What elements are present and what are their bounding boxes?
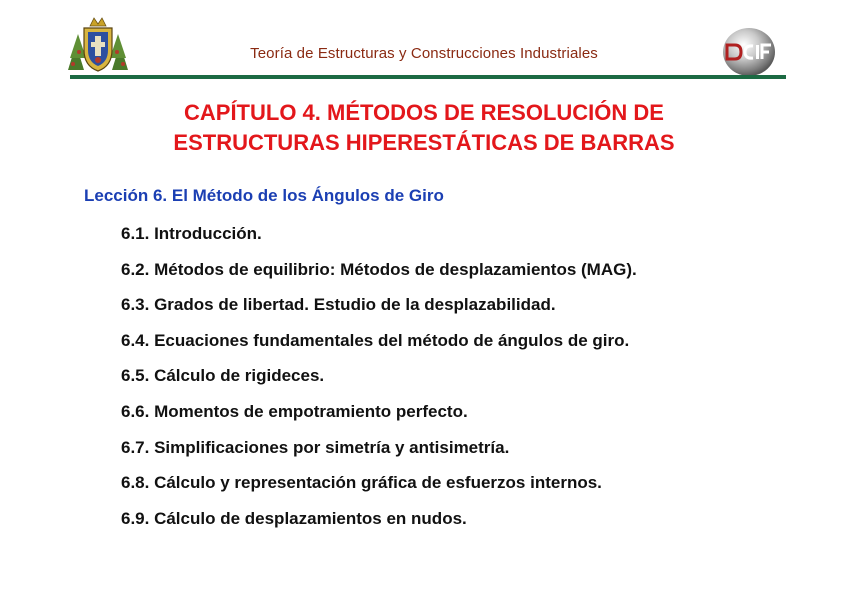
chapter-title: [0, 98, 848, 158]
topic-item: 6.6. Momentos de empotramiento perfecto.: [121, 401, 468, 421]
topic-item: 6.2. Métodos de equilibrio: Métodos de desplazamientos (MAG).: [121, 259, 637, 279]
university-crest-icon: [64, 14, 132, 74]
slide-header: [0, 0, 848, 80]
chapter-title-line-1: CAPÍTULO 4. MÉTODOS DE RESOLUCIÓN DE: [184, 100, 664, 125]
topic-item: 6.5. Cálculo de rigideces.: [121, 366, 325, 386]
topic-item: 6.9. Cálculo de desplazamientos en nudos.: [121, 508, 467, 528]
chapter-title-line-2: ESTRUCTURAS HIPERESTÁTICAS DE BARRAS: [173, 130, 675, 155]
topic-item: 6.8. Cálculo y representación gráfica de esfuerzos internos.: [121, 473, 602, 493]
topic-item: 6.4. Ecuaciones fundamentales del método de ángulos de giro.: [121, 330, 630, 350]
topic-item: 6.3. Grados de libertad. Estudio de la desplazabilidad.: [121, 295, 556, 315]
dcif-sphere-logo-icon: [719, 25, 777, 77]
header-title: Teoría de Estructuras y Construcciones Industriales: [250, 45, 598, 62]
topic-item: 6.1. Introducción.: [121, 224, 262, 243]
header-divider: [70, 75, 786, 79]
lesson-title: Lección 6. El Método de los Ángulos de Giro: [84, 186, 444, 205]
topic-list: [121, 222, 637, 542]
topic-item: 6.7. Simplificaciones por simetría y antisimetría.: [121, 437, 510, 457]
